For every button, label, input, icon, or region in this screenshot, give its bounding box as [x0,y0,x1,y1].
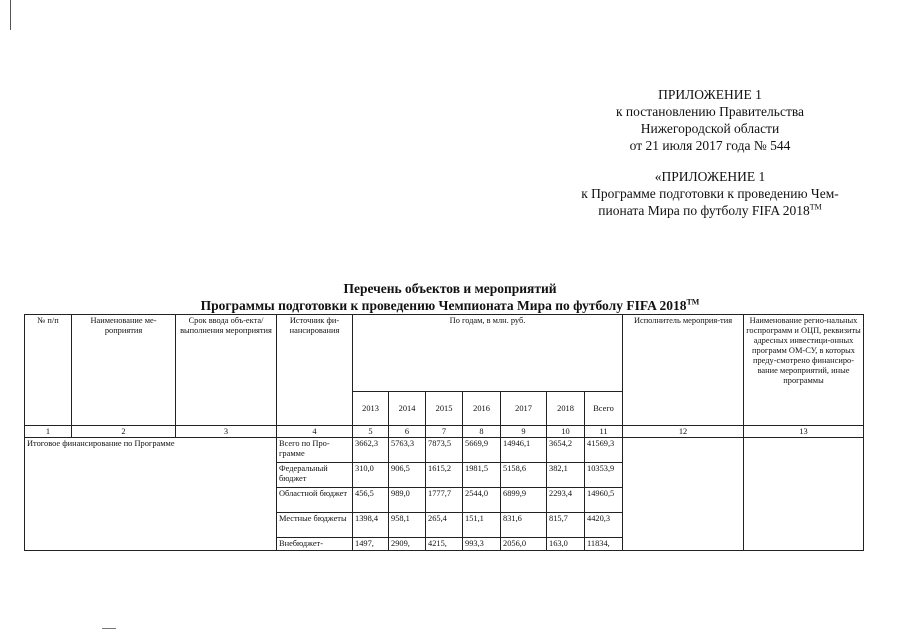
column-number: 7 [426,426,463,438]
document-title-tm: TM [686,297,700,307]
value-cell: 989,0 [389,488,426,513]
column-number: 13 [744,426,864,438]
column-number: 2 [72,426,176,438]
value-cell: 5763,3 [389,438,426,463]
appendix-2-line2-wrap [560,202,860,219]
year-2015: 2015 [426,392,463,426]
programs-cell [744,438,864,551]
appendix-2-line1: к Программе подготовки к проведению Чем- [581,186,839,201]
value-cell: 10353,9 [585,463,623,488]
value-cell: 1615,2 [426,463,463,488]
value-cell: 4420,3 [585,513,623,538]
source-cell: Федеральный бюджет [277,463,353,488]
source-cell: Внебюджет- [277,538,353,551]
column-numbers-row [25,426,864,438]
value-cell: 815,7 [547,513,585,538]
appendix-1-title: ПРИЛОЖЕНИЕ 1 [658,87,762,102]
value-cell: 6899,9 [501,488,547,513]
value-cell: 1777,7 [426,488,463,513]
header-source: Источник фи-нансирования [277,315,353,426]
scan-mark [102,628,116,629]
value-cell: 1981,5 [463,463,501,488]
column-number: 1 [25,426,72,438]
value-cell: 1497, [353,538,389,551]
header-executor: Исполнитель мероприя-тия [623,315,744,426]
appendix-2-title: «ПРИЛОЖЕНИЕ 1 [654,169,766,184]
value-cell: 5669,9 [463,438,501,463]
appendix-2-line2: пионата Мира по футболу FIFA 2018 [598,203,810,218]
executor-cell [623,438,744,551]
value-cell: 906,5 [389,463,426,488]
year-2016: 2016 [463,392,501,426]
value-cell: 831,6 [501,513,547,538]
column-number: 3 [176,426,277,438]
year-total: Всего [585,392,623,426]
document-title-line1: Перечень объектов и мероприятий [343,281,557,296]
appendix-1-line3: от 21 июля 2017 года № 544 [629,138,791,153]
value-cell: 4215, [426,538,463,551]
value-cell: 3662,3 [353,438,389,463]
value-cell: 14960,5 [585,488,623,513]
value-cell: 1398,4 [353,513,389,538]
value-cell: 2544,0 [463,488,501,513]
year-2013: 2013 [353,392,389,426]
header-row-1 [25,315,864,392]
value-cell: 2293,4 [547,488,585,513]
value-cell: 265,4 [426,513,463,538]
value-cell: 382,1 [547,463,585,488]
source-cell: Областной бюджет [277,488,353,513]
value-cell: 41569,3 [585,438,623,463]
total-financing-label: Итоговое финансирование по Программе [25,438,277,551]
column-number: 5 [353,426,389,438]
appendix-1-block [560,86,860,154]
appendix-1-line1: к постановлению Правительства [615,104,805,119]
document-title-line2-wrap [130,297,770,314]
value-cell: 3654,2 [547,438,585,463]
binding-mark [10,0,11,30]
objects-table [24,314,864,551]
value-cell: 5158,6 [501,463,547,488]
source-cell: Всего по Про-грамме [277,438,353,463]
year-2018: 2018 [547,392,585,426]
column-number: 9 [501,426,547,438]
column-number: 4 [277,426,353,438]
header-deadline: Срок ввода объ-екта/выполнения мероприятия [176,315,277,426]
value-cell: 163,0 [547,538,585,551]
document-title-line2: Программы подготовки к проведению Чемпионата Мира по футболу FIFA 2018 [200,298,687,313]
appendix-2-block [560,168,860,219]
column-number: 6 [389,426,426,438]
value-cell: 310,0 [353,463,389,488]
column-number: 10 [547,426,585,438]
appendix-1-line2: Нижегородской области [640,121,780,136]
value-cell: 151,1 [463,513,501,538]
value-cell: 7873,5 [426,438,463,463]
year-2017: 2017 [501,392,547,426]
header-programs: Наименование регио-нальных госпрограмм и ОЦП, реквизиты адресных инвестици-онных программ ОМ-СУ, в которых преду-смотрено финансиро-вание мероприятий, иные программы [744,315,864,426]
header-by-years: По годам, в млн. руб. [353,315,623,392]
column-number: 11 [585,426,623,438]
value-cell: 2909, [389,538,426,551]
value-cell: 14946,1 [501,438,547,463]
header-num: № п/п [25,315,72,426]
value-cell: 456,5 [353,488,389,513]
source-cell: Местные бюджеты [277,513,353,538]
value-cell: 993,3 [463,538,501,551]
column-number: 8 [463,426,501,438]
table-row [25,438,864,463]
header-name: Наименование ме-роприятия [72,315,176,426]
value-cell: 11834, [585,538,623,551]
value-cell: 958,1 [389,513,426,538]
value-cell: 2056,0 [501,538,547,551]
column-number: 12 [623,426,744,438]
appendix-2-tm: TM [809,202,822,212]
year-2014: 2014 [389,392,426,426]
